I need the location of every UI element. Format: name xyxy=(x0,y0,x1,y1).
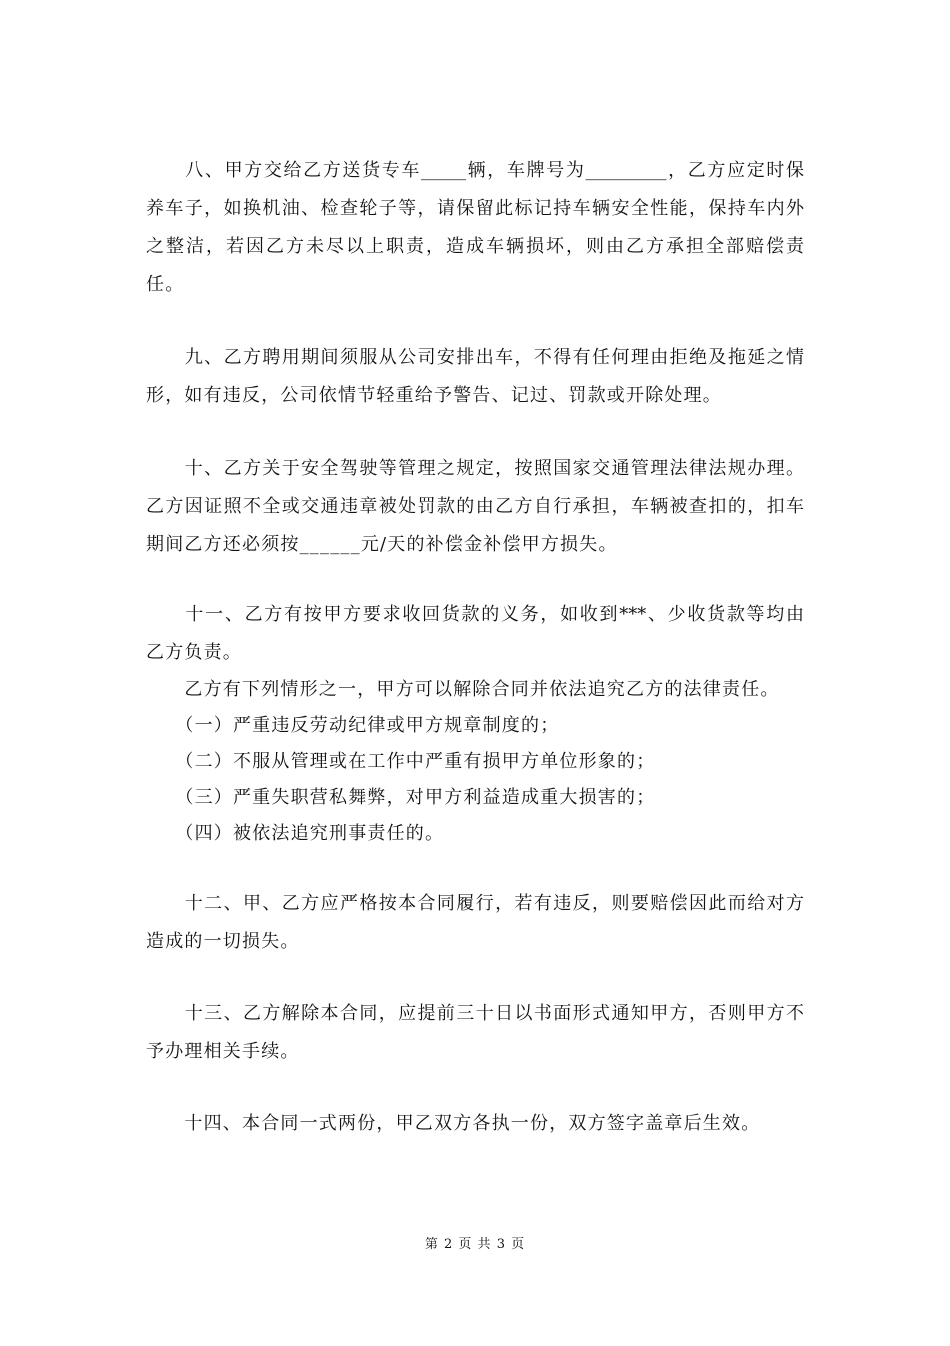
clause-9-line-1: 九、乙方聘用期间须服从公司安排出车，不得有任何理由拒绝及拖延之情 xyxy=(146,347,804,368)
clause-10-line-1: 十、乙方关于安全驾驶等管理之规定，按照国家交通管理法律法规办理。 xyxy=(146,458,804,479)
clause-10-line-2: 乙方因证照不全或交通违章被处罚款的由乙方自行承担，车辆被查扣的，扣车 xyxy=(146,496,804,517)
clause-8-line-3: 之整洁，若因乙方未尽以上职责，造成车辆损坏，则由乙方承担全部赔偿责 xyxy=(146,236,804,257)
termination-item-2: （二）不服从管理或在工作中严重有损甲方单位形象的； xyxy=(146,751,656,772)
clause-11-line-1: 十一、乙方有按甲方要求收回货款的义务，如收到***、少收货款等均由 xyxy=(146,604,804,625)
clause-8-line-2: 养车子，如换机油、检查轮子等，请保留此标记持车辆安全性能，保持车内外 xyxy=(146,198,804,219)
page-indicator: 第 2 页 共 3 页 xyxy=(424,1237,526,1252)
clause-8-line-1: 八、甲方交给乙方送货专车_____辆，车牌号为_________，乙方应定时保 xyxy=(146,160,804,181)
clause-13-line-2: 予办理相关手续。 xyxy=(146,1041,300,1062)
clause-10-line-3: 期间乙方还必须按______元/天的补偿金补偿甲方损失。 xyxy=(146,534,618,555)
termination-intro: 乙方有下列情形之一，甲方可以解除合同并依法追究乙方的法律责任。 xyxy=(146,679,780,700)
clause-12-line-2: 造成的一切损失。 xyxy=(146,931,300,952)
clause-9-line-2: 形，如有违反，公司依情节轻重给予警告、记过、罚款或开除处理。 xyxy=(146,385,722,406)
clause-8-line-4: 任。 xyxy=(146,274,185,295)
clause-13-line-1: 十三、乙方解除本合同，应提前三十日以书面形式通知甲方，否则甲方不 xyxy=(146,1003,804,1024)
clause-11-line-2: 乙方负责。 xyxy=(146,642,242,663)
termination-item-3: （三）严重失职营私舞弊，对甲方利益造成重大损害的； xyxy=(146,787,656,808)
termination-item-4: （四）被依法追究刑事责任的。 xyxy=(146,823,445,844)
termination-item-1: （一）严重违反劳动纪律或甲方规章制度的； xyxy=(146,715,560,736)
clause-12-line-1: 十二、甲、乙方应严格按本合同履行，若有违反，则要赔偿因此而给对方 xyxy=(146,893,804,914)
clause-14-line-1: 十四、本合同一式两份，甲乙双方各执一份，双方签字盖章后生效。 xyxy=(146,1113,761,1134)
